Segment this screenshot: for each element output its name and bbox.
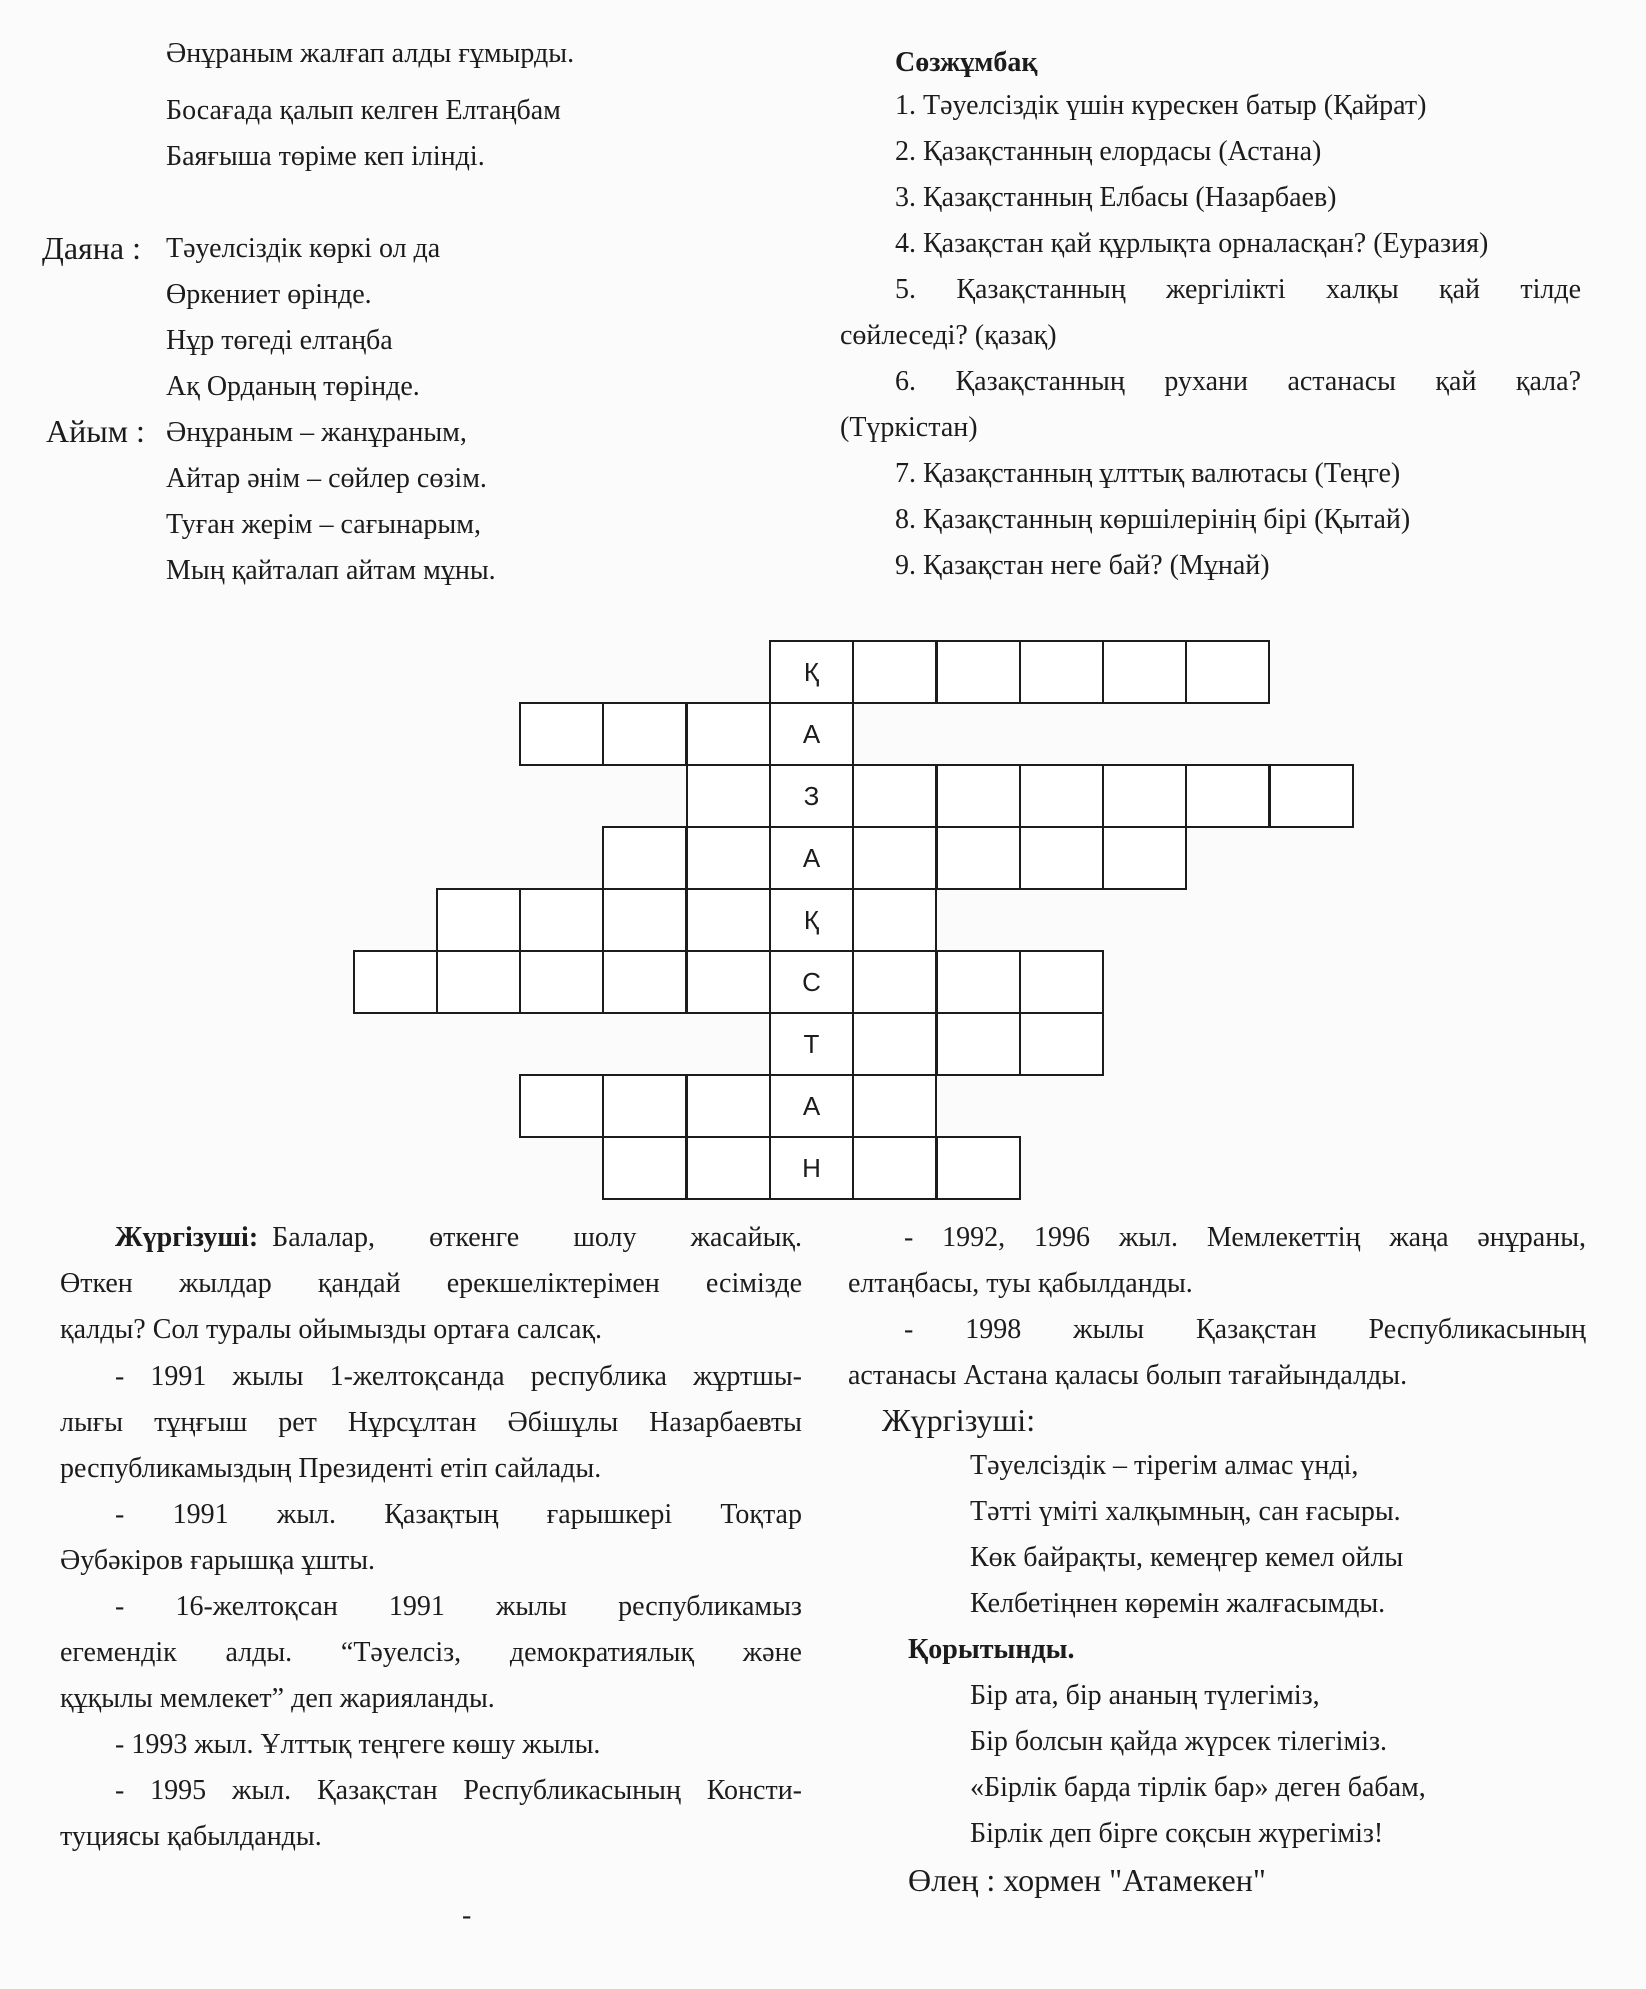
crossword-cell bbox=[519, 702, 604, 766]
host-intro-text: Өткен жылдар қандай ерекшеліктерімен есімізде bbox=[60, 1268, 802, 1299]
clue-item: 3. Қазақстанның Елбасы (Назарбаев) bbox=[895, 182, 1337, 213]
conclusion-label: Қорытынды. bbox=[908, 1634, 1075, 1665]
poem-line: Тәуелсіздік – тірегім алмас үнді, bbox=[970, 1450, 1359, 1481]
timeline-line: лығы тұңғыш рет Нұрсұлтан Әбішұлы Назарбаевты bbox=[60, 1407, 802, 1438]
crossword-cell bbox=[1019, 826, 1104, 890]
crossword-cell bbox=[436, 888, 521, 952]
crossword-cell bbox=[519, 1074, 604, 1138]
crossword-cell bbox=[602, 826, 687, 890]
timeline-line: Әубәкіров ғарышқа ұшты. bbox=[60, 1545, 376, 1576]
timeline-line: - 1998 жылы Қазақстан Республикасының bbox=[904, 1314, 1586, 1345]
crossword-cell bbox=[852, 826, 937, 890]
crossword-cell bbox=[852, 950, 937, 1014]
speaker-name: Айым : bbox=[46, 413, 145, 449]
clue-item: 8. Қазақстанның көршілерінің бірі (Қытай) bbox=[895, 504, 1411, 535]
clue-item: 6. Қазақстанның рухани астанасы қай қала? bbox=[895, 366, 1581, 397]
timeline-line: құқылы мемлекет” деп жарияланды. bbox=[60, 1683, 495, 1714]
crossword-cell bbox=[519, 888, 604, 952]
poem-line: Көк байрақты, кемеңгер кемел ойлы bbox=[970, 1542, 1404, 1573]
crossword-cell bbox=[602, 1136, 687, 1200]
poem-line: Әнұраным жалғап алды ғұмырды. bbox=[166, 38, 575, 69]
host-label: Жүргізуші: bbox=[882, 1402, 1036, 1438]
poem-line: Туған жерім – сағынарым, bbox=[166, 509, 481, 540]
crossword-key-cell: А bbox=[769, 1074, 854, 1138]
poem-line: Келбетіңнен көремін жалғасымды. bbox=[970, 1588, 1386, 1619]
crossword-cell bbox=[686, 888, 771, 952]
clue-item: 2. Қазақстанның елордасы (Астана) bbox=[895, 136, 1322, 167]
poem-line: Тәтті үміті халқымның, сан ғасыры. bbox=[970, 1496, 1401, 1527]
timeline-line: туциясы қабылданды. bbox=[60, 1821, 322, 1852]
crossword-key-cell: З bbox=[769, 764, 854, 828]
crossword-cell bbox=[1019, 1012, 1104, 1076]
crossword-cell bbox=[519, 950, 604, 1014]
clue-item: 4. Қазақстан қай құрлықта орналасқан? (Еуразия) bbox=[895, 228, 1489, 259]
crossword-cell bbox=[686, 950, 771, 1014]
poem-line: Бір ата, бір ананың түлегіміз, bbox=[970, 1680, 1320, 1711]
timeline-line: - 1993 жыл. Ұлттық теңгеге көшу жылы. bbox=[115, 1729, 601, 1760]
page-marker: - bbox=[462, 1900, 472, 1931]
poem-line: Баяғыша төріме кеп ілінді. bbox=[166, 141, 485, 172]
poem-line: Бірлік деп бірге соқсын жүрегіміз! bbox=[970, 1818, 1384, 1849]
crossword-cell bbox=[1019, 764, 1104, 828]
poem-line: Айтар әнім – сөйлер сөзім. bbox=[166, 463, 487, 494]
timeline-line: - 1992, 1996 жыл. Мемлекеттің жаңа әнұраны, bbox=[904, 1222, 1586, 1253]
crossword-cell bbox=[686, 702, 771, 766]
timeline-line: елтаңбасы, туы қабылданды. bbox=[848, 1268, 1193, 1299]
crossword-cell bbox=[1102, 764, 1187, 828]
crossword-cell bbox=[602, 950, 687, 1014]
crossword-cell bbox=[936, 826, 1021, 890]
crossword-cell bbox=[852, 1136, 937, 1200]
crossword-cell bbox=[1185, 640, 1270, 704]
poem-line: Нұр төгеді елтаңба bbox=[166, 325, 393, 356]
crossword-cell bbox=[936, 764, 1021, 828]
song-line: Өлең : хормен "Атамекен" bbox=[908, 1862, 1266, 1898]
crossword-cell bbox=[1019, 950, 1104, 1014]
crossword-key-cell: Қ bbox=[769, 888, 854, 952]
crossword-cell bbox=[353, 950, 438, 1014]
clue-item: 7. Қазақстанның ұлттық валютасы (Теңге) bbox=[895, 458, 1401, 489]
crossword-key-cell: А bbox=[769, 826, 854, 890]
crossword-key-cell: С bbox=[769, 950, 854, 1014]
host-intro-first-line bbox=[115, 1224, 802, 1252]
crossword-cell bbox=[1185, 764, 1270, 828]
clue-item: 1. Тәуелсіздік үшін күрескен батыр (Қайрат) bbox=[895, 90, 1427, 121]
crossword-cell bbox=[936, 950, 1021, 1014]
poem-line: Бір болсын қайда жүрсек тілегіміз. bbox=[970, 1726, 1388, 1757]
host-intro-text: қалды? Сол туралы ойымызды ортаға салсақ. bbox=[60, 1314, 603, 1345]
crossword-cell bbox=[686, 1136, 771, 1200]
crossword-cell bbox=[686, 764, 771, 828]
timeline-line: - 16-желтоқсан 1991 жылы республикамыз bbox=[115, 1591, 802, 1622]
crossword-cell bbox=[1102, 826, 1187, 890]
speaker-name: Даяна : bbox=[42, 230, 141, 266]
timeline-line: - 1995 жыл. Қазақстан Республикасының Консти- bbox=[115, 1775, 802, 1806]
clue-item: 5. Қазақстанның жергілікті халқы қай тілде bbox=[895, 274, 1581, 305]
timeline-line: - 1991 жыл. Қазақтың ғарышкері Тоқтар bbox=[115, 1499, 802, 1530]
crossword-cell bbox=[1102, 640, 1187, 704]
crossword-cell bbox=[602, 702, 687, 766]
clue-item: 9. Қазақстан неге бай? (Мұнай) bbox=[895, 550, 1270, 581]
crossword-cell bbox=[852, 764, 937, 828]
crossword-cell bbox=[852, 888, 937, 952]
poem-line: Тәуелсіздік көркі ол да bbox=[166, 233, 441, 264]
poem-line: «Бірлік барда тірлік бар» деген бабам, bbox=[970, 1772, 1426, 1803]
crossword-cell bbox=[852, 640, 937, 704]
timeline-line: - 1991 жылы 1-желтоқсанда республика жұртшы- bbox=[115, 1361, 802, 1392]
crossword-cell bbox=[602, 1074, 687, 1138]
crossword-cell bbox=[686, 826, 771, 890]
crossword-title: Сөзжұмбақ bbox=[895, 47, 1038, 78]
crossword-cell bbox=[436, 950, 521, 1014]
crossword-cell bbox=[1269, 764, 1354, 828]
crossword-cell bbox=[852, 1074, 937, 1138]
crossword-cell bbox=[936, 640, 1021, 704]
crossword-key-cell: Қ bbox=[769, 640, 854, 704]
host-label: Жүргізуші: bbox=[115, 1222, 259, 1253]
poem-line: Мың қайталап айтам мұны. bbox=[166, 555, 496, 586]
crossword-cell bbox=[1019, 640, 1104, 704]
poem-line: Өркениет өрінде. bbox=[166, 279, 372, 310]
poem-line: Босағада қалып келген Елтаңбам bbox=[166, 95, 561, 126]
crossword-cell bbox=[852, 1012, 937, 1076]
crossword-key-cell: Н bbox=[769, 1136, 854, 1200]
timeline-line: астанасы Астана қаласы болып тағайындалды. bbox=[848, 1360, 1408, 1391]
clue-item-cont: (Түркістан) bbox=[840, 412, 978, 443]
crossword-cell bbox=[686, 1074, 771, 1138]
clue-item-cont: сөйлеседі? (қазақ) bbox=[840, 320, 1057, 351]
timeline-line: республикамыздың Президенті етіп сайлады. bbox=[60, 1453, 602, 1484]
host-intro-text: Балалар, өткенге шолу жасайық. bbox=[272, 1222, 802, 1253]
crossword-key-cell: А bbox=[769, 702, 854, 766]
poem-line: Әнұраным – жанұраным, bbox=[166, 417, 467, 448]
crossword-cell bbox=[936, 1136, 1021, 1200]
crossword-cell bbox=[936, 1012, 1021, 1076]
crossword-key-cell: Т bbox=[769, 1012, 854, 1076]
crossword-cell bbox=[602, 888, 687, 952]
poem-line: Ақ Орданың төрінде. bbox=[166, 371, 420, 402]
timeline-line: егемендік алды. “Тәуелсіз, демократиялық және bbox=[60, 1637, 802, 1668]
